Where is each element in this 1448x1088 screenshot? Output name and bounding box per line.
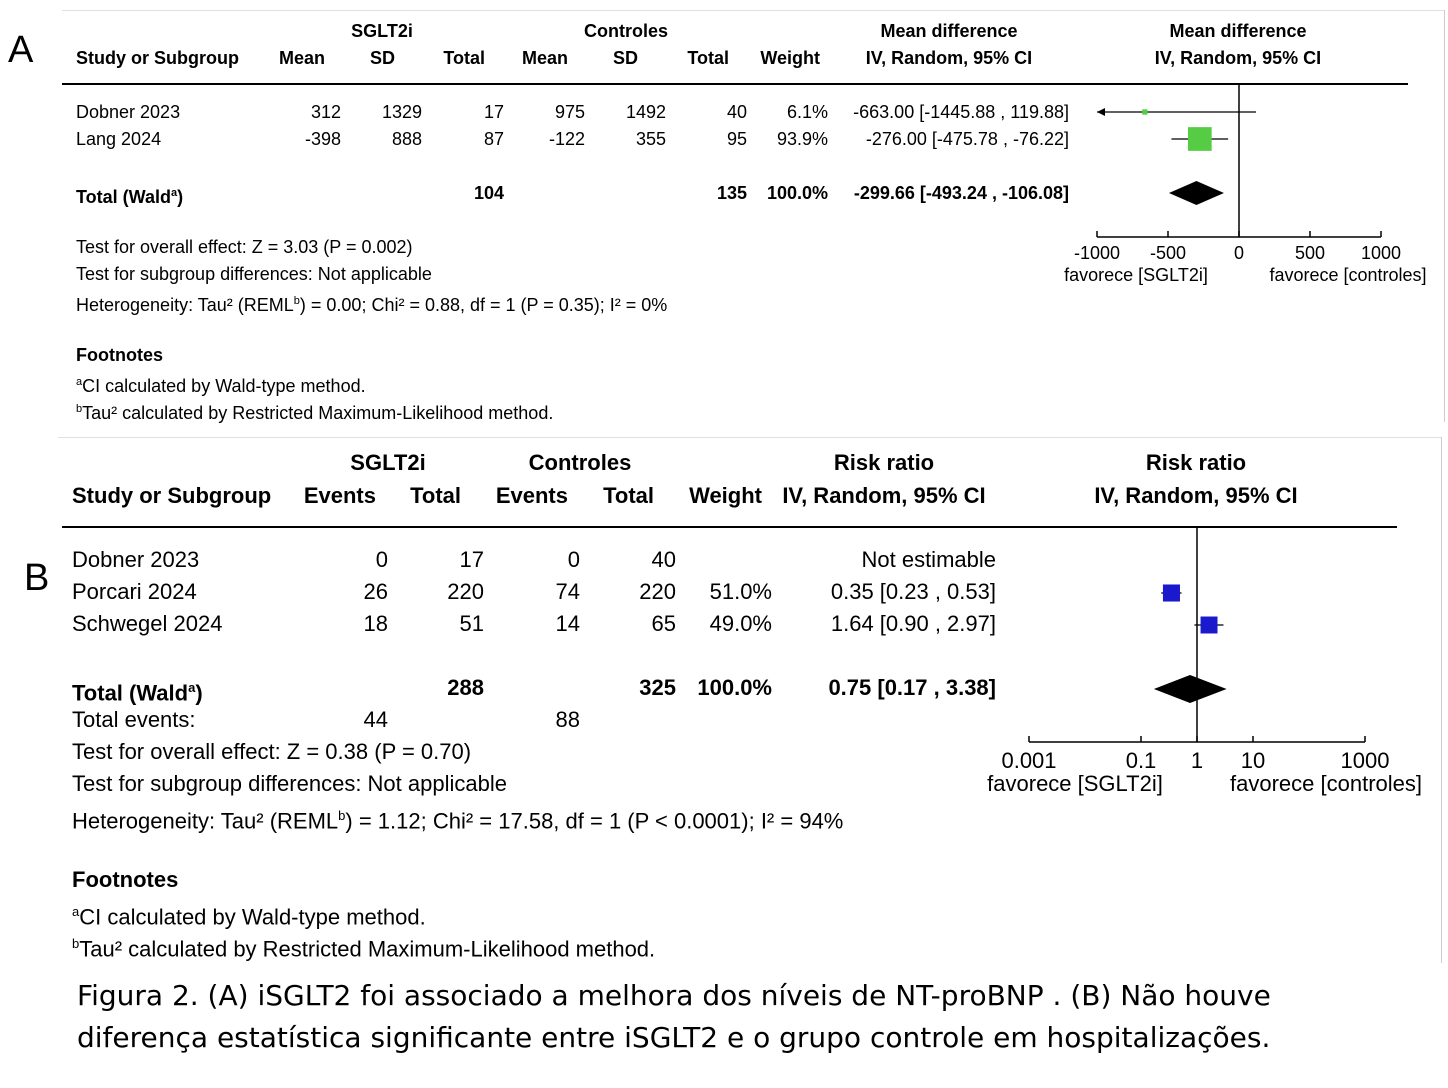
col-header-mean-2: Mean [521,48,568,68]
overall-effect-test: Test for overall effect: Z = 3.03 (P = 0.002) [76,237,413,257]
study-marker [1201,617,1218,634]
weight: 93.9% [776,129,828,149]
total-label: Total (Wald$^a$) [72,680,203,706]
plot-header-1: Risk ratio [1145,450,1247,475]
plot-header-2: IV, Random, 95% CI [1154,48,1322,68]
sd-1: 1329 [381,102,422,122]
footnote-a: $^a$CI calculated by Wald-type method. [76,376,366,396]
study-name: Schwegel 2024 [72,611,223,636]
effect-ci: 1.64 [0.90 , 2.97] [830,611,996,636]
study-name: Lang 2024 [76,129,162,149]
x-axis-tick-label: 0.001 [1001,748,1057,773]
col-header-mean-1: Mean [278,48,325,68]
mean-2: 975 [554,102,585,122]
effect-header-2: IV, Random, 95% CI [865,48,1033,68]
events-1: 18 [363,611,388,636]
total-1: 104 [473,183,504,203]
effect-ci: Not estimable [861,547,996,572]
x-axis-tick-label: 1000 [1360,243,1402,263]
effect-header-1: Risk ratio [833,450,935,475]
col-header-study: Study or Subgroup [76,48,239,68]
col-header-total-2: Total [603,483,654,508]
footnote-b: $^b$Tau² calculated by Restricted Maximum-Likelihood method. [76,403,554,423]
total-2: 135 [716,183,747,203]
x-axis-tick-label: 1000 [1340,748,1390,773]
events-2: 14 [555,611,580,636]
weight: 51.0% [709,579,772,604]
col-header-sd-2: SD [612,48,638,68]
x-axis-tick-label: 1 [1190,748,1204,773]
col-header-weight: Weight [760,48,820,68]
total-1: 17 [459,547,484,572]
col-header-total-1: Total [410,483,461,508]
total-1: 17 [483,102,504,122]
weight: 6.1% [786,102,828,122]
effect-ci: -276.00 [-475.78 , -76.22] [865,129,1069,149]
total-2: 40 [726,102,747,122]
total-2: 65 [651,611,676,636]
footnotes-title: Footnotes [72,867,179,892]
x-axis-tick-label: 10 [1240,748,1266,773]
events-1: 0 [375,547,388,572]
x-axis-tick-label: -1000 [1073,243,1121,263]
study-name: Dobner 2023 [72,547,200,572]
subgroup-test: Test for subgroup differences: Not applicable [72,771,507,796]
total-2: 325 [639,675,676,700]
col-header-events-2: Events [495,483,568,508]
events-2: 0 [567,547,580,572]
total-1: 220 [447,579,484,604]
subgroup-test: Test for subgroup differences: Not applicable [76,264,432,284]
group-header-sglt2i: SGLT2i [350,450,426,475]
effect-ci: 0.35 [0.23 , 0.53] [830,579,996,604]
col-header-sd-1: SD [369,48,395,68]
study-name: Porcari 2024 [72,579,197,604]
group-header-controles: Controles [528,450,632,475]
study-marker [1163,584,1180,601]
figure-caption-line-2: diferença estatística significante entre iSGLT2 e o grupo controle em hospitalizações. [77,1021,1271,1054]
favors-left-label: favorece [SGLT2i] [1064,265,1208,285]
total-ci: -299.66 [-493.24 , -106.08] [853,183,1069,203]
events-1: 26 [363,579,388,604]
summary-diamond [1154,675,1227,703]
total-events-2: 88 [555,707,580,732]
total-weight: 100.0% [697,675,772,700]
col-header-weight: Weight [689,483,762,508]
plot-header-2: IV, Random, 95% CI [1094,483,1298,508]
favors-right-label: favorece [controles] [1230,771,1422,796]
total-1: 51 [459,611,484,636]
col-header-total-1: Total [443,48,485,68]
weight: 49.0% [709,611,772,636]
effect-header-2: IV, Random, 95% CI [782,483,986,508]
figure-caption-line-1: Figura 2. (A) iSGLT2 foi associado a melhora dos níveis de NT-proBNP . (B) Não houve [77,979,1271,1012]
total-events-label: Total events: [72,707,196,732]
sd-1: 888 [391,129,422,149]
total-2: 40 [651,547,676,572]
effect-ci: -663.00 [-1445.88 , 119.88] [853,102,1069,122]
total-2: 220 [639,579,676,604]
footnotes-title: Footnotes [76,345,163,365]
x-axis-tick-label: 0.1 [1125,748,1157,773]
col-header-study: Study or Subgroup [72,483,272,508]
total-ci: 0.75 [0.17 , 3.38] [828,675,996,700]
col-header-total-2: Total [687,48,729,68]
panel-letter-b: B [24,557,50,599]
group-header-controles: Controles [583,21,668,41]
x-axis-tick-label: 0 [1233,243,1245,263]
total-1: 87 [483,129,504,149]
footnote-a: $^a$CI calculated by Wald-type method. [72,904,426,930]
heterogeneity-text: Heterogeneity: Tau² $(REML^b) = 0.00$; Chi² = 0.88, df = 1 (P = 0.35); I² = 0% [76,295,668,315]
heterogeneity-text: Heterogeneity: Tau² $(REML^b) = 1.12$; Chi² = 17.58, df = 1 (P < 0.0001); I² = 94% [72,808,844,834]
plot-header-1: Mean difference [1169,21,1307,41]
group-header-sglt2i: SGLT2i [351,21,413,41]
x-axis-tick-label: 500 [1294,243,1326,263]
sd-2: 355 [635,129,666,149]
favors-right-label: favorece [controles] [1269,265,1427,285]
favors-left-label: favorece [SGLT2i] [987,771,1163,796]
overall-effect-test: Test for overall effect: Z = 0.38 (P = 0.70) [72,739,472,764]
footnote-b: $^b$Tau² calculated by Restricted Maximum-Likelihood method. [72,936,656,962]
total-2: 95 [726,129,747,149]
mean-2: -122 [548,129,585,149]
mean-1: -398 [304,129,341,149]
total-1: 288 [447,675,484,700]
mean-1: 312 [310,102,341,122]
events-2: 74 [555,579,580,604]
col-header-events-1: Events [303,483,376,508]
panel-letter-a: A [8,29,34,71]
total-weight: 100.0% [766,183,828,203]
study-name: Dobner 2023 [76,102,181,122]
effect-header-1: Mean difference [880,21,1018,41]
total-events-1: 44 [363,707,388,732]
sd-2: 1492 [625,102,666,122]
total-label: Total (Wald$^a$) [76,187,184,207]
x-axis-tick-label: -500 [1149,243,1187,263]
